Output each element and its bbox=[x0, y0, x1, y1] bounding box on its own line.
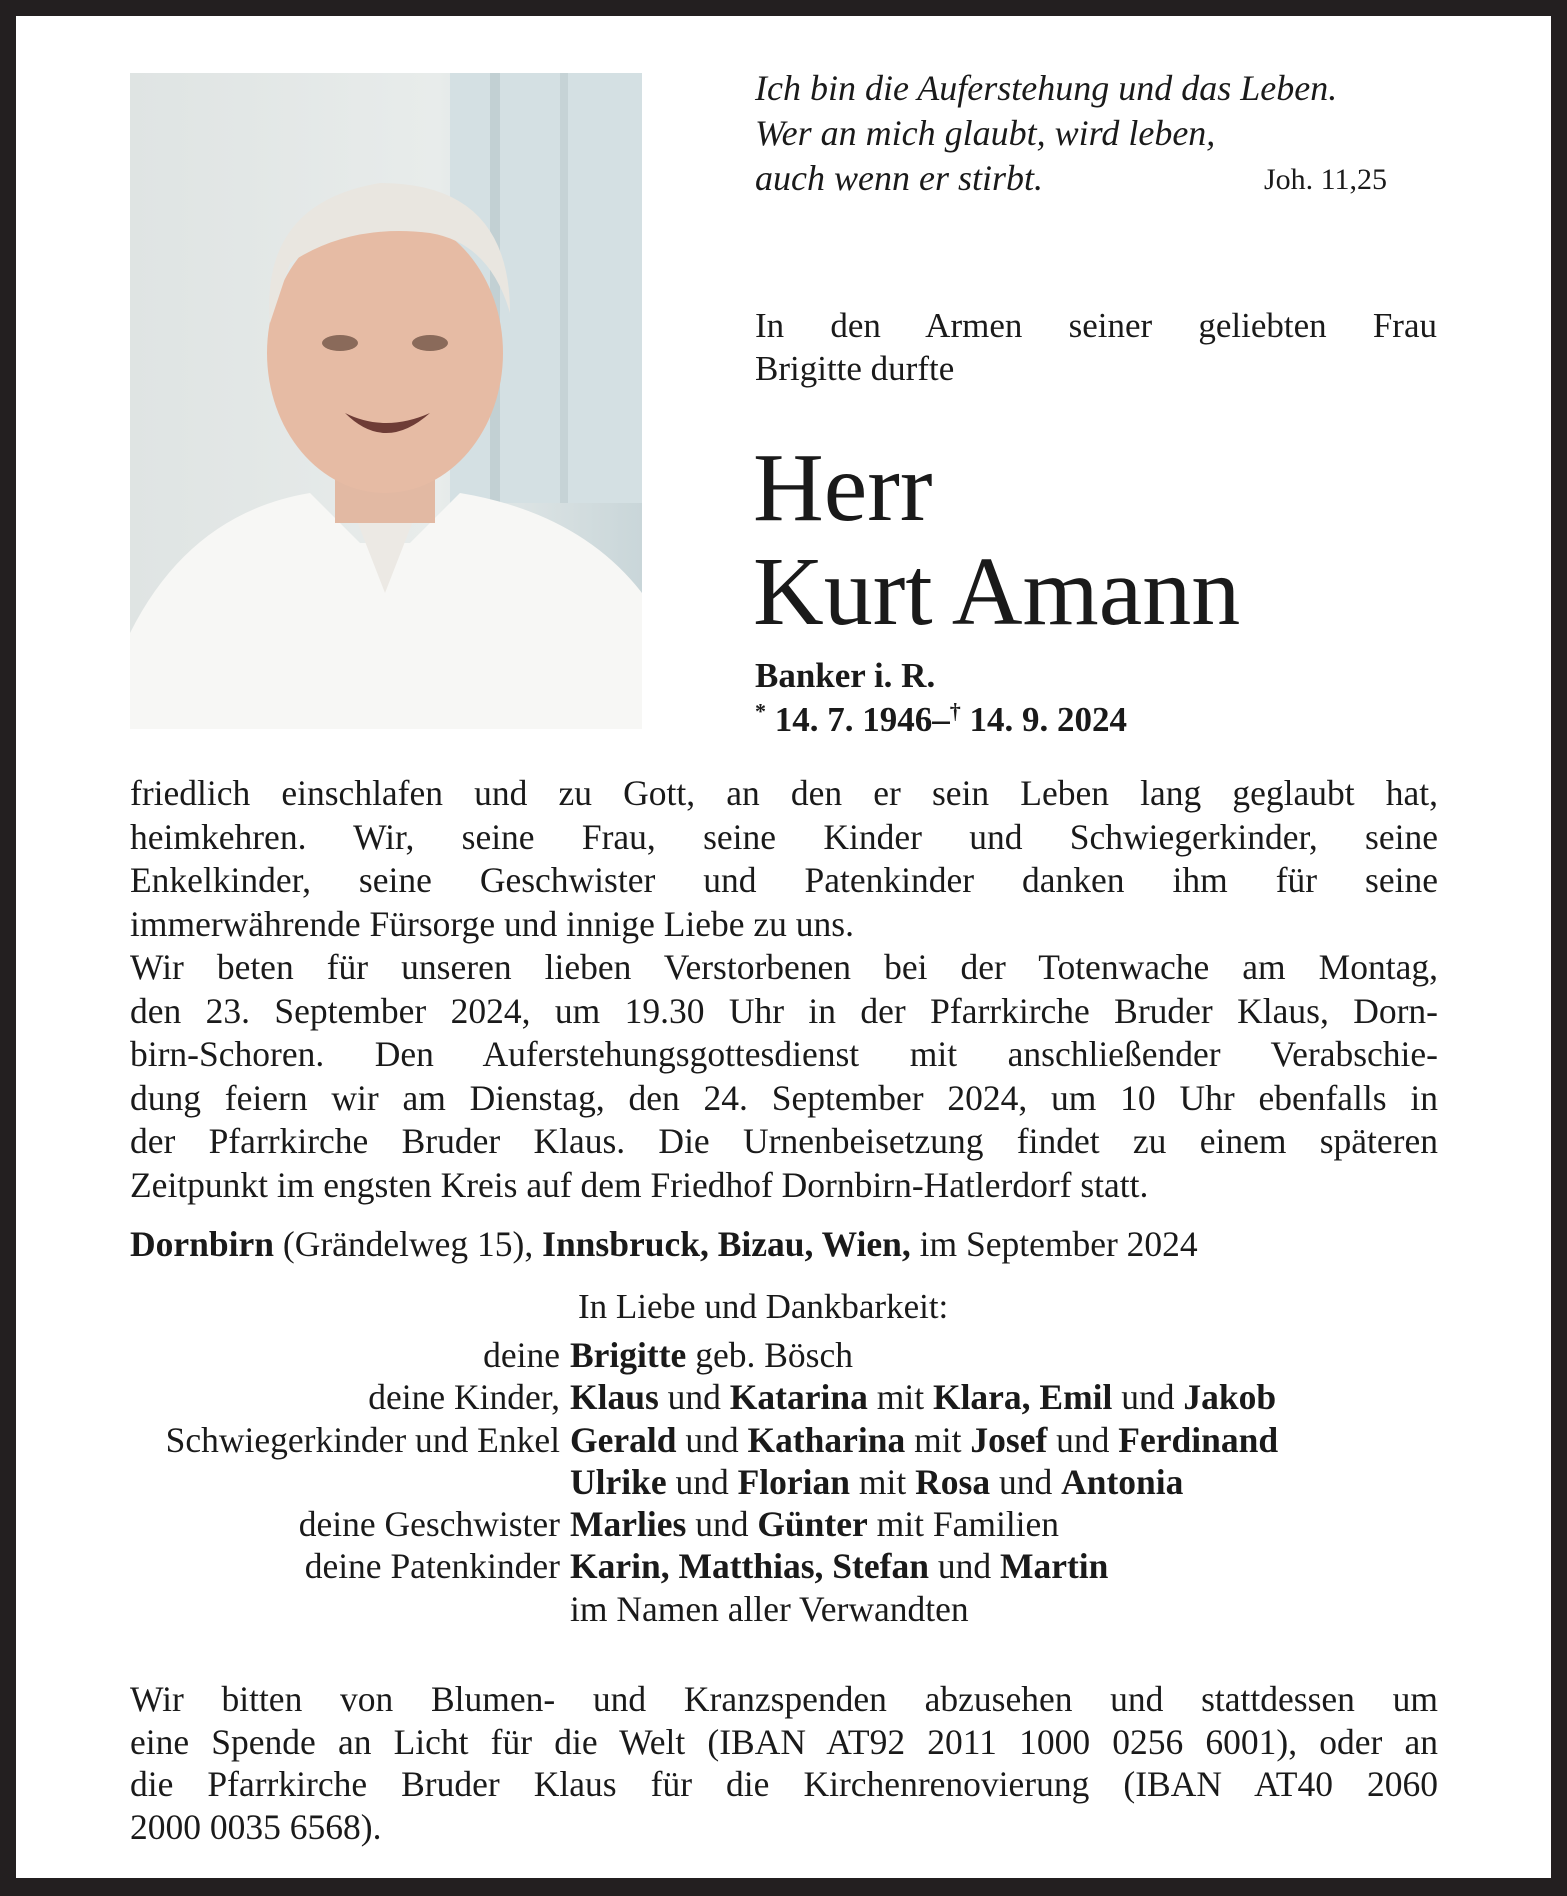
connector-text: geb. Bösch bbox=[686, 1335, 853, 1375]
connector-text: und bbox=[1047, 1419, 1119, 1460]
thanks-heading: In Liebe und Dankbarkeit: bbox=[578, 1287, 949, 1326]
relation-label: deine bbox=[483, 1335, 560, 1375]
family-member-name: Katarina bbox=[729, 1377, 868, 1418]
relation-label bbox=[16, 1461, 570, 1503]
connector-text: mit bbox=[905, 1419, 971, 1460]
intro-line: In den Armen seiner geliebten Frau bbox=[755, 306, 1437, 345]
closing-line: eine Spende an Licht für die Welt (IBAN AT92 2011 1000 0256 6001), oder an bbox=[130, 1721, 1438, 1762]
full-name: Kurt Amann bbox=[753, 538, 1241, 646]
family-member-name: Jakob bbox=[1183, 1377, 1277, 1418]
family-member-name: Florian bbox=[737, 1461, 851, 1502]
other-cities: Innsbruck, Bizau, Wien, bbox=[542, 1224, 911, 1264]
connector-text: und bbox=[686, 1504, 758, 1545]
connector-text: und bbox=[666, 1461, 738, 1502]
body-line: der Pfarrkirche Bruder Klaus. Die Urnenbeisetzung findet zu einem späteren bbox=[130, 1121, 1438, 1161]
family-row bbox=[16, 1503, 1551, 1545]
family-list bbox=[16, 1334, 1551, 1630]
family-member-name: Ferdinand bbox=[1118, 1419, 1279, 1460]
family-member-name: Karin, Matthias, Stefan bbox=[570, 1546, 929, 1587]
closing-line: Wir bitten von Blumen- und Kranzspenden abzusehen und stattdessen um bbox=[130, 1679, 1438, 1719]
body-line: Enkelkinder, seine Geschwister und Patenkinder danken ihm für seine bbox=[130, 860, 1438, 900]
quote-line: auch wenn er stirbt. bbox=[755, 158, 1043, 198]
place-date-line bbox=[130, 1223, 1198, 1266]
family-member-name: Josef bbox=[970, 1419, 1048, 1460]
body-line: Wir beten für unseren lieben Verstorbenen bei der Totenwache am Montag, bbox=[130, 947, 1438, 987]
family-member-name: Antonia bbox=[1061, 1461, 1184, 1502]
family-member-name: Brigitte bbox=[570, 1335, 687, 1375]
family-member-name: Katharina bbox=[747, 1419, 906, 1460]
quote-reference: Joh. 11,25 bbox=[1264, 163, 1388, 196]
family-row bbox=[16, 1419, 1551, 1461]
main-text bbox=[130, 772, 1438, 1207]
family-member-name: Marlies bbox=[570, 1504, 687, 1545]
donation-request bbox=[130, 1678, 1438, 1848]
death-symbol: † bbox=[949, 698, 961, 724]
family-names bbox=[570, 1588, 969, 1630]
family-names bbox=[570, 1334, 853, 1376]
connector-text: und bbox=[658, 1377, 730, 1418]
family-member-name: Martin bbox=[999, 1546, 1109, 1587]
family-row bbox=[16, 1588, 1551, 1630]
family-member-name: Klaus bbox=[570, 1377, 659, 1418]
connector-text: und bbox=[928, 1546, 1000, 1587]
body-line: den 23. September 2024, um 19.30 Uhr in der Pfarrkirche Bruder Klaus, Dorn- bbox=[130, 990, 1438, 1031]
family-names bbox=[570, 1376, 1276, 1418]
body-line: dung feiern wir am Dienstag, den 24. September 2024, um 10 Uhr ebenfalls in bbox=[130, 1077, 1438, 1118]
name-title: Herr bbox=[753, 434, 933, 542]
portrait-photo bbox=[130, 73, 642, 729]
date-dash: – bbox=[932, 700, 950, 739]
family-row bbox=[16, 1376, 1551, 1418]
family-member-name: Ulrike bbox=[570, 1461, 667, 1502]
family-row bbox=[16, 1334, 1551, 1376]
relation-label: deine Kinder, bbox=[368, 1377, 560, 1418]
death-date: 14. 9. 2024 bbox=[969, 700, 1127, 739]
family-member-name: Klara, Emil bbox=[932, 1377, 1113, 1418]
birth-date: 14. 7. 1946 bbox=[774, 700, 933, 739]
city: Dornbirn bbox=[130, 1224, 274, 1264]
intro-line: Brigitte durfte bbox=[755, 349, 955, 388]
closing-line: die Pfarrkirche Bruder Klaus für die Kirchenrenovierung (IBAN AT40 2060 bbox=[130, 1764, 1438, 1804]
connector-text: und bbox=[990, 1461, 1062, 1502]
body-line: immerwährende Fürsorge und innige Liebe zu uns. bbox=[130, 903, 854, 944]
connector-text: und bbox=[1112, 1377, 1184, 1418]
body-line: heimkehren. Wir, seine Frau, seine Kinder und Schwiegerkinder, seine bbox=[130, 816, 1438, 857]
body-line: friedlich einschlafen und zu Gott, an den er sein Leben lang geglaubt hat, bbox=[130, 773, 1438, 813]
connector-text: und bbox=[676, 1419, 748, 1460]
deceased-details bbox=[755, 654, 1127, 742]
connector-text: mit Familien bbox=[867, 1504, 1060, 1545]
closing-line: 2000 0035 6568). bbox=[130, 1806, 382, 1847]
intro-text bbox=[755, 304, 1437, 390]
obituary-page bbox=[16, 16, 1551, 1878]
family-row bbox=[16, 1461, 1551, 1503]
deceased-name bbox=[753, 436, 1240, 644]
connector-text: mit bbox=[867, 1377, 933, 1418]
quote-line: Wer an mich glaubt, wird leben, bbox=[755, 113, 1216, 153]
family-row bbox=[16, 1545, 1551, 1587]
address: (Grändelweg 15), bbox=[282, 1224, 534, 1264]
relation-label: deine Geschwister bbox=[298, 1504, 560, 1545]
relation-label: deine Patenkinder bbox=[304, 1546, 560, 1587]
date: im September 2024 bbox=[919, 1224, 1198, 1264]
body-line: birn-Schoren. Den Auferstehungsgottesdienst mit anschließender Verabschie- bbox=[130, 1034, 1438, 1074]
profession: Banker i. R. bbox=[755, 656, 936, 695]
family-names bbox=[570, 1545, 1108, 1587]
quote-line: Ich bin die Auferstehung und das Leben. bbox=[755, 68, 1338, 108]
relation-label: Schwiegerkinder und Enkel bbox=[165, 1419, 560, 1460]
connector-text: mit bbox=[850, 1461, 916, 1502]
family-member-name: Günter bbox=[757, 1504, 868, 1545]
relation-label bbox=[16, 1588, 570, 1630]
family-names bbox=[570, 1461, 1183, 1503]
family-member-name: Gerald bbox=[570, 1419, 677, 1460]
body-line: Zeitpunkt im engsten Kreis auf dem Friedhof Dornbirn-Hatlerdorf statt. bbox=[130, 1164, 1149, 1205]
connector-text: im Namen aller Verwandten bbox=[570, 1588, 969, 1629]
family-member-name: Rosa bbox=[915, 1461, 991, 1502]
family-names bbox=[570, 1503, 1059, 1545]
family-names bbox=[570, 1419, 1278, 1461]
life-dates bbox=[755, 698, 1127, 742]
birth-symbol: * bbox=[755, 698, 766, 724]
